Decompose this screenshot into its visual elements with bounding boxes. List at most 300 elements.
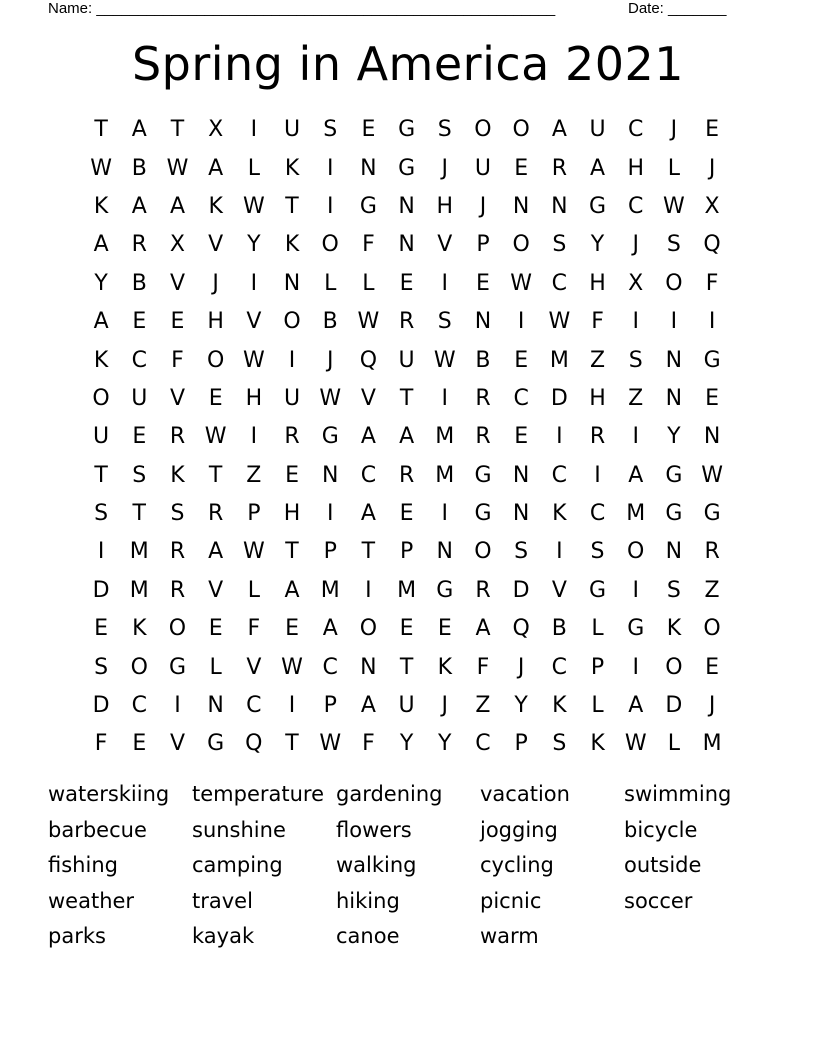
grid-letter: X	[704, 193, 720, 219]
grid-letter: U	[474, 155, 492, 181]
grid-letter: W	[663, 193, 685, 219]
grid-letter: K	[284, 232, 300, 258]
grid-letter: E	[285, 616, 299, 642]
grid-letter: P	[323, 693, 337, 719]
grid-letter: W	[510, 270, 533, 296]
grid-letter: O	[92, 385, 110, 411]
grid-letter: U	[131, 385, 148, 411]
grid-letter: G	[398, 155, 416, 181]
grid-letter: C	[131, 347, 147, 373]
grid-row	[82, 226, 732, 264]
grid-letter: Z	[475, 693, 491, 719]
grid-letter: W	[242, 347, 265, 373]
grid-letter: P	[590, 654, 605, 680]
grid-letter: N	[551, 193, 568, 219]
grid-letter: I	[174, 693, 181, 719]
grid-row	[82, 533, 732, 571]
grid-letter: C	[551, 462, 568, 488]
grid-letter: N	[360, 155, 377, 181]
grid-letter: L	[324, 270, 337, 296]
grid-letter: E	[285, 462, 299, 488]
grid-letter: W	[242, 539, 265, 565]
grid-letter: H	[283, 501, 301, 527]
grid-letter: S	[514, 539, 529, 565]
grid-letter: A	[93, 309, 109, 335]
grid-letter: Q	[512, 616, 530, 642]
grid-letter: G	[474, 462, 492, 488]
grid-letter: O	[627, 539, 645, 565]
grid-letter: Y	[667, 424, 681, 450]
grid-letter: Z	[704, 577, 720, 603]
grid-letter: I	[594, 462, 601, 488]
grid-letter: I	[326, 155, 334, 181]
grid-letter: R	[704, 539, 720, 565]
grid-letter: E	[476, 270, 490, 296]
grid-letter: G	[321, 424, 339, 450]
grid-row	[82, 648, 732, 686]
grid-letter: S	[437, 117, 452, 143]
grid-row	[82, 341, 732, 379]
grid-letter: W	[357, 309, 380, 335]
grid-letter: E	[94, 616, 109, 642]
grid-row	[82, 418, 732, 456]
grid-letter: P	[476, 232, 490, 258]
grid-letter: R	[398, 309, 415, 335]
grid-letter: T	[170, 117, 185, 143]
grid-letter: D	[665, 693, 683, 719]
word-list-item: temperature	[192, 782, 324, 806]
grid-letter: E	[705, 654, 720, 680]
grid-letter: W	[701, 462, 723, 488]
grid-letter: O	[665, 270, 683, 296]
grid-letter: N	[207, 693, 224, 719]
grid-letter: J	[708, 155, 716, 181]
grid-letter: C	[589, 501, 606, 527]
grid-letter: G	[436, 577, 454, 603]
grid-letter: T	[285, 731, 299, 757]
grid-letter: K	[208, 193, 223, 219]
grid-letter: A	[322, 616, 338, 642]
word-list-item: jogging	[480, 817, 558, 842]
grid-letter: I	[288, 347, 296, 373]
grid-letter: L	[591, 616, 604, 642]
grid-letter: E	[132, 309, 147, 335]
grid-letter: E	[437, 616, 452, 642]
grid-letter: O	[512, 232, 530, 258]
grid-letter: U	[398, 693, 415, 719]
grid-letter: R	[169, 577, 186, 603]
grid-row	[82, 149, 732, 187]
grid-letter: Z	[589, 347, 606, 373]
grid-letter: J	[708, 693, 716, 719]
grid-letter: N	[665, 539, 683, 565]
grid-letter: S	[323, 117, 338, 143]
grid-letter: N	[398, 232, 415, 258]
grid-letter: I	[632, 654, 639, 680]
grid-letter: R	[398, 462, 415, 488]
word-list-item: waterskiing	[48, 782, 170, 806]
grid-letter: Y	[399, 731, 414, 757]
grid-letter: W	[166, 155, 189, 181]
grid-letter: R	[169, 539, 186, 565]
grid-letter: O	[703, 616, 721, 642]
grid-letter: M	[549, 347, 569, 373]
grid-letter: N	[512, 193, 530, 219]
grid-letter: I	[288, 693, 296, 719]
word-list-item: canoe	[336, 924, 400, 949]
grid-letter: U	[93, 424, 110, 450]
grid-letter: G	[589, 193, 607, 219]
grid-letter: O	[665, 654, 683, 680]
grid-letter: G	[665, 462, 683, 488]
name-field-label: Name: _______________________________________________________	[48, 0, 556, 17]
grid-letter: K	[437, 654, 452, 680]
grid-letter: A	[208, 539, 224, 565]
grid-letter: C	[513, 385, 529, 411]
word-list-item: cycling	[480, 853, 554, 878]
grid-letter: V	[169, 385, 185, 411]
grid-letter: E	[361, 117, 376, 143]
word-list-item: travel	[192, 888, 253, 913]
grid-letter: W	[319, 731, 342, 757]
grid-row	[82, 380, 732, 418]
grid-letter: H	[207, 309, 224, 335]
grid-letter: D	[92, 577, 110, 603]
grid-letter: Z	[628, 385, 644, 411]
grid-letter: N	[665, 385, 683, 411]
grid-letter: J	[326, 347, 334, 373]
grid-letter: J	[441, 693, 449, 719]
grid-letter: F	[705, 270, 719, 296]
grid-letter: P	[514, 731, 528, 757]
grid-letter: I	[441, 385, 449, 411]
grid-letter: E	[514, 155, 529, 181]
grid-letter: U	[589, 117, 606, 143]
grid-letter: O	[206, 347, 225, 373]
grid-letter: T	[399, 385, 414, 411]
grid-letter: R	[475, 577, 491, 603]
grid-letter: N	[512, 501, 530, 527]
grid-letter: E	[132, 424, 147, 450]
grid-letter: N	[436, 539, 454, 565]
grid-letter: R	[131, 232, 147, 258]
grid-letter: H	[627, 155, 644, 181]
grid-letter: E	[399, 270, 414, 296]
grid-letter: R	[475, 424, 491, 450]
grid-letter: O	[359, 616, 378, 642]
grid-letter: W	[204, 424, 227, 450]
word-list-item: flowers	[336, 817, 412, 842]
grid-letter: I	[632, 577, 639, 603]
word-list-item: bicycle	[624, 817, 698, 842]
grid-letter: A	[284, 577, 300, 603]
grid-letter: R	[208, 501, 224, 527]
grid-row	[82, 188, 732, 226]
grid-letter: C	[131, 693, 147, 719]
grid-letter: P	[323, 539, 337, 565]
grid-letter: J	[479, 193, 487, 219]
grid-letter: W	[281, 654, 303, 680]
grid-letter: G	[207, 731, 225, 757]
word-list-item: vacation	[480, 782, 570, 806]
grid-row	[82, 495, 732, 533]
grid-letter: W	[242, 193, 265, 219]
word-list-item: weather	[48, 888, 135, 913]
date-field-label: Date: _______	[628, 0, 727, 17]
grid-letter: L	[247, 155, 260, 181]
grid-letter: X	[208, 117, 224, 143]
word-list-item: fishing	[48, 853, 118, 878]
grid-letter: J	[212, 270, 219, 296]
grid-letter: H	[245, 385, 263, 411]
grid-letter: A	[360, 501, 376, 527]
grid-letter: V	[246, 309, 262, 335]
grid-letter: E	[705, 117, 720, 143]
grid-letter: S	[552, 232, 567, 258]
grid-letter: C	[628, 117, 644, 143]
grid-letter: Y	[590, 232, 605, 258]
grid-letter: E	[514, 347, 529, 373]
grid-letter: J	[441, 155, 449, 181]
grid-letter: T	[94, 117, 108, 143]
grid-letter: O	[283, 309, 301, 335]
grid-letter: T	[399, 654, 414, 680]
grid-letter: E	[399, 501, 414, 527]
grid-letter: L	[209, 654, 222, 680]
grid-letter: C	[246, 693, 262, 719]
grid-letter: S	[132, 462, 147, 488]
grid-letter: T	[94, 462, 108, 488]
grid-letter: O	[321, 232, 339, 258]
grid-letter: K	[93, 193, 109, 219]
word-list-item: swimming	[624, 782, 732, 806]
grid-letter: M	[702, 731, 722, 757]
grid-letter: V	[208, 232, 224, 258]
grid-letter: W	[548, 309, 571, 335]
grid-letter: S	[552, 731, 567, 757]
grid-letter: E	[399, 616, 414, 642]
grid-letter: G	[474, 501, 492, 527]
word-list-item: sunshine	[192, 817, 286, 842]
grid-letter: A	[475, 616, 491, 642]
grid-letter: I	[556, 539, 563, 565]
grid-letter: A	[590, 155, 606, 181]
letter-grid	[82, 111, 732, 764]
grid-letter: U	[283, 385, 301, 411]
grid-letter: R	[284, 424, 300, 450]
grid-row	[82, 725, 732, 763]
grid-letter: M	[626, 501, 646, 527]
grid-letter: F	[362, 731, 375, 757]
grid-letter: N	[398, 193, 415, 219]
grid-letter: F	[171, 347, 184, 373]
grid-letter: V	[169, 270, 185, 296]
grid-letter: S	[628, 347, 643, 373]
word-list-item: picnic	[480, 888, 542, 913]
grid-letter: Y	[514, 693, 528, 719]
grid-letter: I	[97, 539, 105, 565]
grid-row	[82, 572, 732, 610]
grid-letter: O	[474, 539, 492, 565]
grid-letter: X	[628, 270, 644, 296]
grid-letter: I	[365, 577, 372, 603]
word-list-item: parks	[48, 924, 106, 949]
grid-letter: N	[512, 462, 530, 488]
word-list-item: soccer	[624, 888, 693, 913]
grid-letter: L	[667, 155, 681, 181]
header-line	[48, 0, 748, 20]
grid-letter: G	[359, 193, 377, 219]
grid-letter: H	[589, 270, 606, 296]
grid-letter: A	[208, 155, 224, 181]
grid-letter: I	[250, 424, 258, 450]
grid-letter: E	[705, 385, 720, 411]
grid-letter: E	[170, 309, 185, 335]
grid-letter: S	[94, 654, 109, 680]
grid-letter: F	[591, 309, 604, 335]
grid-letter: D	[550, 385, 568, 411]
grid-letter: D	[512, 577, 530, 603]
grid-letter: S	[666, 577, 681, 603]
grid-letter: Q	[703, 232, 721, 258]
grid-letter: K	[552, 693, 567, 719]
grid-letter: W	[433, 347, 456, 373]
grid-letter: C	[551, 654, 568, 680]
grid-letter: M	[397, 577, 417, 603]
grid-letter: A	[399, 424, 415, 450]
grid-letter: E	[208, 385, 223, 411]
grid-letter: I	[632, 309, 639, 335]
word-list-item: walking	[336, 853, 417, 878]
grid-letter: I	[708, 309, 716, 335]
grid-letter: B	[131, 155, 147, 181]
grid-letter: K	[132, 616, 147, 642]
grid-letter: K	[170, 462, 185, 488]
grid-letter: S	[666, 232, 681, 258]
grid-letter: A	[360, 424, 376, 450]
grid-letter: P	[247, 501, 261, 527]
grid-letter: S	[437, 309, 452, 335]
word-list-item: gardening	[336, 782, 443, 806]
grid-letter: I	[250, 270, 258, 296]
grid-letter: A	[628, 693, 644, 719]
grid-letter: G	[703, 501, 721, 527]
grid-letter: G	[665, 501, 683, 527]
grid-letter: J	[632, 232, 639, 258]
grid-letter: B	[322, 309, 338, 335]
grid-letter: A	[131, 193, 147, 219]
grid-letter: E	[132, 731, 147, 757]
grid-letter: N	[703, 424, 721, 450]
grid-letter: L	[667, 731, 681, 757]
grid-letter: T	[208, 462, 223, 488]
grid-letter: N	[665, 347, 683, 373]
grid-row	[82, 303, 732, 341]
grid-letter: N	[283, 270, 301, 296]
grid-letter: K	[590, 731, 605, 757]
grid-letter: B	[551, 616, 567, 642]
grid-letter: T	[361, 539, 376, 565]
grid-letter: I	[632, 424, 639, 450]
grid-letter: U	[398, 347, 415, 373]
grid-letter: J	[517, 654, 525, 680]
grid-letter: N	[360, 654, 377, 680]
grid-letter: O	[168, 616, 187, 642]
grid-letter: T	[132, 501, 146, 527]
grid-letter: V	[208, 577, 224, 603]
grid-letter: Z	[246, 462, 262, 488]
grid-row	[82, 687, 732, 725]
grid-letter: Q	[359, 347, 378, 373]
grid-letter: A	[169, 193, 185, 219]
grid-letter: Q	[245, 731, 263, 757]
grid-letter: T	[285, 193, 299, 219]
grid-letter: F	[362, 232, 375, 258]
grid-letter: L	[247, 577, 260, 603]
grid-letter: V	[169, 731, 185, 757]
grid-letter: I	[250, 117, 258, 143]
grid-letter: I	[670, 309, 678, 335]
word-list-item: camping	[192, 853, 283, 878]
grid-letter: Y	[247, 232, 261, 258]
grid-letter: S	[590, 539, 605, 565]
grid-letter: H	[436, 193, 454, 219]
grid-letter: A	[360, 693, 376, 719]
word-list	[48, 777, 768, 955]
word-list-item: hiking	[336, 888, 400, 913]
grid-letter: R	[475, 385, 491, 411]
grid-letter: S	[94, 501, 109, 527]
word-list-item: warm	[480, 924, 539, 949]
grid-letter: R	[169, 424, 186, 450]
grid-letter: G	[589, 577, 607, 603]
grid-letter: V	[551, 577, 567, 603]
grid-letter: A	[628, 462, 644, 488]
grid-letter: L	[591, 693, 604, 719]
grid-letter: M	[435, 424, 455, 450]
grid-letter: W	[90, 155, 112, 181]
grid-letter: C	[322, 654, 338, 680]
grid-letter: Y	[438, 731, 452, 757]
grid-row	[82, 265, 732, 303]
grid-letter: K	[93, 347, 109, 373]
grid-letter: H	[589, 385, 606, 411]
grid-row	[82, 457, 732, 495]
grid-letter: I	[326, 501, 334, 527]
grid-letter: G	[398, 117, 416, 143]
grid-letter: V	[437, 232, 453, 258]
grid-letter: O	[512, 117, 530, 143]
grid-letter: C	[475, 731, 491, 757]
grid-letter: A	[551, 117, 567, 143]
grid-letter: K	[284, 155, 300, 181]
grid-letter: V	[246, 654, 262, 680]
grid-letter: M	[435, 462, 455, 488]
grid-row	[82, 610, 732, 648]
grid-letter: R	[589, 424, 606, 450]
grid-letter: C	[628, 193, 644, 219]
grid-letter: I	[441, 270, 449, 296]
grid-letter: R	[551, 155, 567, 181]
grid-letter: I	[517, 309, 525, 335]
grid-letter: N	[321, 462, 339, 488]
grid-letter: O	[474, 117, 492, 143]
grid-letter: D	[92, 693, 110, 719]
grid-letter: N	[474, 309, 492, 335]
grid-letter: L	[362, 270, 375, 296]
grid-letter: M	[320, 577, 340, 603]
grid-letter: J	[670, 117, 678, 143]
